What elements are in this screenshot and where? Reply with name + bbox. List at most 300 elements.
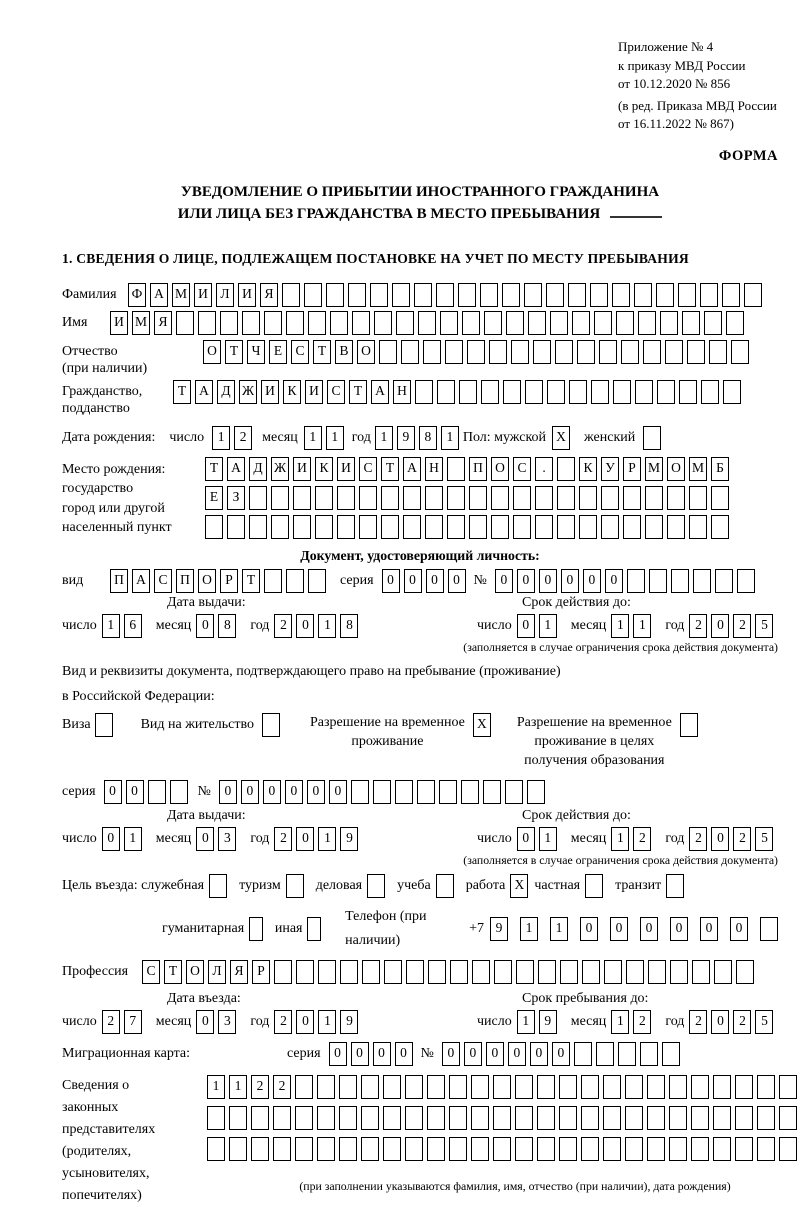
char-cell[interactable] <box>669 1137 687 1161</box>
char-cell[interactable]: 8 <box>218 614 236 638</box>
char-cell[interactable]: А <box>227 457 245 481</box>
char-cell[interactable]: Т <box>242 569 260 593</box>
char-cell[interactable] <box>362 960 380 984</box>
char-cell[interactable]: И <box>337 457 355 481</box>
char-cell[interactable] <box>251 1106 269 1130</box>
char-cell[interactable] <box>282 283 300 307</box>
char-cell[interactable]: А <box>150 283 168 307</box>
char-cell[interactable] <box>547 380 565 404</box>
char-cell[interactable] <box>401 340 419 364</box>
char-cell[interactable]: Ф <box>128 283 146 307</box>
char-cell[interactable]: 0 <box>102 827 120 851</box>
char-cell[interactable] <box>506 311 524 335</box>
char-cell[interactable] <box>467 340 485 364</box>
char-cell[interactable] <box>735 1075 753 1099</box>
char-cell[interactable] <box>373 780 391 804</box>
purpose-business-checkbox[interactable] <box>367 874 385 898</box>
char-cell[interactable]: 0 <box>196 827 214 851</box>
char-cell[interactable]: 8 <box>340 614 358 638</box>
char-cell[interactable]: 7 <box>124 1010 142 1034</box>
char-cell[interactable]: 0 <box>382 569 400 593</box>
char-cell[interactable]: М <box>645 457 663 481</box>
char-cell[interactable] <box>736 960 754 984</box>
char-cell[interactable]: 2 <box>689 827 707 851</box>
char-cell[interactable] <box>645 486 663 510</box>
char-cell[interactable] <box>317 1106 335 1130</box>
char-cell[interactable]: О <box>198 569 216 593</box>
char-cell[interactable]: 1 <box>517 1010 535 1034</box>
char-cell[interactable]: . <box>535 457 553 481</box>
char-cell[interactable]: М <box>689 457 707 481</box>
char-cell[interactable]: 0 <box>351 1042 369 1066</box>
char-cell[interactable] <box>577 340 595 364</box>
char-cell[interactable] <box>330 311 348 335</box>
char-cell[interactable] <box>337 515 355 539</box>
char-cell[interactable] <box>645 515 663 539</box>
char-cell[interactable] <box>537 1106 555 1130</box>
char-cell[interactable] <box>207 1137 225 1161</box>
char-cell[interactable] <box>647 1106 665 1130</box>
char-cell[interactable] <box>757 1137 775 1161</box>
char-cell[interactable] <box>493 1075 511 1099</box>
char-cell[interactable] <box>370 283 388 307</box>
char-cell[interactable] <box>469 515 487 539</box>
char-cell[interactable] <box>581 1075 599 1099</box>
char-cell[interactable] <box>198 311 216 335</box>
char-cell[interactable] <box>148 780 166 804</box>
char-cell[interactable] <box>515 1075 533 1099</box>
char-cell[interactable]: 0 <box>711 1010 729 1034</box>
char-cell[interactable] <box>293 486 311 510</box>
char-cell[interactable] <box>271 486 289 510</box>
purpose-study-checkbox[interactable] <box>436 874 454 898</box>
char-cell[interactable]: С <box>327 380 345 404</box>
char-cell[interactable] <box>687 340 705 364</box>
char-cell[interactable]: К <box>283 380 301 404</box>
char-cell[interactable]: 1 <box>229 1075 247 1099</box>
char-cell[interactable]: 0 <box>610 917 628 941</box>
char-cell[interactable]: 0 <box>296 1010 314 1034</box>
char-cell[interactable] <box>427 1106 445 1130</box>
char-cell[interactable] <box>274 960 292 984</box>
char-cell[interactable]: 0 <box>263 780 281 804</box>
char-cell[interactable] <box>757 1075 775 1099</box>
char-cell[interactable]: Ч <box>247 340 265 364</box>
char-cell[interactable]: 2 <box>274 614 292 638</box>
char-cell[interactable] <box>449 1106 467 1130</box>
char-cell[interactable] <box>709 340 727 364</box>
char-cell[interactable] <box>596 1042 614 1066</box>
char-cell[interactable]: 9 <box>539 1010 557 1034</box>
char-cell[interactable]: 2 <box>733 614 751 638</box>
char-cell[interactable] <box>458 283 476 307</box>
char-cell[interactable] <box>383 1137 401 1161</box>
purpose-work-checkbox[interactable]: X <box>510 874 528 898</box>
char-cell[interactable] <box>227 515 245 539</box>
char-cell[interactable] <box>760 917 778 941</box>
char-cell[interactable] <box>295 1106 313 1130</box>
char-cell[interactable] <box>574 1042 592 1066</box>
char-cell[interactable]: А <box>371 380 389 404</box>
char-cell[interactable] <box>524 283 542 307</box>
char-cell[interactable]: 0 <box>495 569 513 593</box>
char-cell[interactable] <box>704 311 722 335</box>
char-cell[interactable]: 1 <box>318 614 336 638</box>
char-cell[interactable] <box>348 283 366 307</box>
char-cell[interactable]: 1 <box>539 614 557 638</box>
char-cell[interactable]: О <box>667 457 685 481</box>
male-checkbox[interactable]: X <box>552 426 570 450</box>
char-cell[interactable]: 3 <box>218 827 236 851</box>
char-cell[interactable] <box>557 457 575 481</box>
residence-permit-checkbox[interactable] <box>262 713 280 737</box>
char-cell[interactable]: В <box>335 340 353 364</box>
char-cell[interactable] <box>603 1137 621 1161</box>
char-cell[interactable] <box>678 283 696 307</box>
char-cell[interactable] <box>616 311 634 335</box>
char-cell[interactable]: Д <box>217 380 235 404</box>
char-cell[interactable]: Р <box>623 457 641 481</box>
char-cell[interactable] <box>296 960 314 984</box>
char-cell[interactable]: 2 <box>274 827 292 851</box>
char-cell[interactable]: 0 <box>583 569 601 593</box>
char-cell[interactable]: И <box>194 283 212 307</box>
char-cell[interactable]: 0 <box>539 569 557 593</box>
char-cell[interactable]: 0 <box>552 1042 570 1066</box>
char-cell[interactable] <box>405 1137 423 1161</box>
char-cell[interactable] <box>723 380 741 404</box>
char-cell[interactable] <box>379 340 397 364</box>
char-cell[interactable]: Л <box>216 283 234 307</box>
char-cell[interactable]: 1 <box>375 426 393 450</box>
char-cell[interactable] <box>295 1075 313 1099</box>
char-cell[interactable] <box>361 1075 379 1099</box>
char-cell[interactable] <box>735 1106 753 1130</box>
char-cell[interactable] <box>726 311 744 335</box>
char-cell[interactable] <box>449 1137 467 1161</box>
char-cell[interactable] <box>713 1106 731 1130</box>
purpose-official-checkbox[interactable] <box>209 874 227 898</box>
char-cell[interactable] <box>711 515 729 539</box>
char-cell[interactable] <box>403 486 421 510</box>
char-cell[interactable] <box>293 515 311 539</box>
char-cell[interactable] <box>425 486 443 510</box>
char-cell[interactable] <box>648 960 666 984</box>
char-cell[interactable]: О <box>186 960 204 984</box>
char-cell[interactable]: П <box>110 569 128 593</box>
char-cell[interactable] <box>286 569 304 593</box>
char-cell[interactable]: С <box>359 457 377 481</box>
char-cell[interactable]: Т <box>381 457 399 481</box>
char-cell[interactable]: П <box>176 569 194 593</box>
char-cell[interactable]: 6 <box>124 614 142 638</box>
char-cell[interactable] <box>418 311 436 335</box>
char-cell[interactable] <box>249 515 267 539</box>
char-cell[interactable] <box>249 486 267 510</box>
char-cell[interactable] <box>555 340 573 364</box>
char-cell[interactable] <box>381 486 399 510</box>
char-cell[interactable]: 0 <box>296 827 314 851</box>
char-cell[interactable] <box>669 1106 687 1130</box>
char-cell[interactable]: 1 <box>318 1010 336 1034</box>
char-cell[interactable]: Е <box>205 486 223 510</box>
char-cell[interactable] <box>731 340 749 364</box>
char-cell[interactable]: 0 <box>640 917 658 941</box>
char-cell[interactable]: 0 <box>285 780 303 804</box>
char-cell[interactable] <box>207 1106 225 1130</box>
char-cell[interactable] <box>581 1137 599 1161</box>
char-cell[interactable] <box>351 780 369 804</box>
char-cell[interactable]: 0 <box>730 917 748 941</box>
char-cell[interactable] <box>613 380 631 404</box>
char-cell[interactable]: 0 <box>711 827 729 851</box>
char-cell[interactable] <box>656 283 674 307</box>
char-cell[interactable]: 0 <box>486 1042 504 1066</box>
char-cell[interactable] <box>713 1075 731 1099</box>
char-cell[interactable]: И <box>261 380 279 404</box>
char-cell[interactable] <box>528 311 546 335</box>
char-cell[interactable] <box>318 960 336 984</box>
char-cell[interactable] <box>445 340 463 364</box>
char-cell[interactable] <box>533 340 551 364</box>
char-cell[interactable] <box>251 1137 269 1161</box>
char-cell[interactable] <box>535 486 553 510</box>
char-cell[interactable] <box>405 1106 423 1130</box>
char-cell[interactable]: Р <box>220 569 238 593</box>
char-cell[interactable]: И <box>293 457 311 481</box>
char-cell[interactable]: 0 <box>605 569 623 593</box>
char-cell[interactable] <box>713 1137 731 1161</box>
char-cell[interactable] <box>273 1137 291 1161</box>
char-cell[interactable] <box>667 515 685 539</box>
char-cell[interactable] <box>337 486 355 510</box>
char-cell[interactable]: 0 <box>196 614 214 638</box>
char-cell[interactable]: 0 <box>711 614 729 638</box>
char-cell[interactable]: К <box>579 457 597 481</box>
char-cell[interactable] <box>569 380 587 404</box>
char-cell[interactable] <box>625 1106 643 1130</box>
char-cell[interactable] <box>559 1106 577 1130</box>
char-cell[interactable] <box>525 380 543 404</box>
char-cell[interactable]: 9 <box>340 1010 358 1034</box>
char-cell[interactable] <box>625 1075 643 1099</box>
char-cell[interactable] <box>494 960 512 984</box>
char-cell[interactable]: 0 <box>426 569 444 593</box>
char-cell[interactable] <box>437 380 455 404</box>
char-cell[interactable]: О <box>203 340 221 364</box>
purpose-transit-checkbox[interactable] <box>666 874 684 898</box>
char-cell[interactable]: 0 <box>329 1042 347 1066</box>
char-cell[interactable] <box>242 311 260 335</box>
char-cell[interactable] <box>352 311 370 335</box>
char-cell[interactable]: 1 <box>520 917 538 941</box>
char-cell[interactable] <box>779 1137 797 1161</box>
char-cell[interactable]: М <box>132 311 150 335</box>
char-cell[interactable] <box>483 780 501 804</box>
char-cell[interactable] <box>594 311 612 335</box>
char-cell[interactable]: 0 <box>196 1010 214 1034</box>
char-cell[interactable] <box>415 380 433 404</box>
char-cell[interactable] <box>484 311 502 335</box>
char-cell[interactable] <box>359 515 377 539</box>
char-cell[interactable] <box>471 1075 489 1099</box>
char-cell[interactable] <box>264 569 282 593</box>
char-cell[interactable] <box>447 486 465 510</box>
char-cell[interactable] <box>339 1137 357 1161</box>
char-cell[interactable]: 9 <box>490 917 508 941</box>
char-cell[interactable] <box>505 780 523 804</box>
char-cell[interactable] <box>604 960 622 984</box>
char-cell[interactable] <box>744 283 762 307</box>
char-cell[interactable]: 0 <box>580 917 598 941</box>
char-cell[interactable]: 0 <box>404 569 422 593</box>
char-cell[interactable]: Т <box>173 380 191 404</box>
char-cell[interactable] <box>205 515 223 539</box>
char-cell[interactable] <box>469 486 487 510</box>
char-cell[interactable] <box>572 311 590 335</box>
char-cell[interactable]: Ж <box>239 380 257 404</box>
char-cell[interactable] <box>715 569 733 593</box>
char-cell[interactable] <box>599 340 617 364</box>
purpose-other-checkbox[interactable] <box>307 917 321 941</box>
char-cell[interactable] <box>229 1106 247 1130</box>
char-cell[interactable] <box>414 283 432 307</box>
char-cell[interactable]: 2 <box>633 1010 651 1034</box>
char-cell[interactable] <box>557 515 575 539</box>
char-cell[interactable] <box>361 1137 379 1161</box>
char-cell[interactable]: 1 <box>207 1075 225 1099</box>
char-cell[interactable] <box>374 311 392 335</box>
char-cell[interactable]: 0 <box>670 917 688 941</box>
char-cell[interactable] <box>315 515 333 539</box>
char-cell[interactable] <box>423 340 441 364</box>
char-cell[interactable]: С <box>513 457 531 481</box>
char-cell[interactable]: М <box>172 283 190 307</box>
char-cell[interactable] <box>670 960 688 984</box>
char-cell[interactable]: 9 <box>340 827 358 851</box>
char-cell[interactable]: Т <box>225 340 243 364</box>
char-cell[interactable] <box>489 340 507 364</box>
char-cell[interactable]: Т <box>164 960 182 984</box>
char-cell[interactable] <box>692 960 710 984</box>
char-cell[interactable]: 0 <box>530 1042 548 1066</box>
char-cell[interactable] <box>535 515 553 539</box>
char-cell[interactable] <box>308 569 326 593</box>
char-cell[interactable]: 1 <box>611 827 629 851</box>
char-cell[interactable] <box>295 1137 313 1161</box>
char-cell[interactable] <box>503 380 521 404</box>
char-cell[interactable] <box>511 340 529 364</box>
char-cell[interactable] <box>579 515 597 539</box>
char-cell[interactable] <box>449 1075 467 1099</box>
char-cell[interactable] <box>493 1137 511 1161</box>
char-cell[interactable]: Л <box>208 960 226 984</box>
char-cell[interactable] <box>625 1137 643 1161</box>
char-cell[interactable]: 0 <box>219 780 237 804</box>
char-cell[interactable] <box>634 283 652 307</box>
char-cell[interactable] <box>657 380 675 404</box>
char-cell[interactable]: 0 <box>464 1042 482 1066</box>
char-cell[interactable]: 0 <box>700 917 718 941</box>
char-cell[interactable]: Т <box>349 380 367 404</box>
char-cell[interactable] <box>689 515 707 539</box>
char-cell[interactable]: 5 <box>755 827 773 851</box>
char-cell[interactable] <box>304 283 322 307</box>
char-cell[interactable]: 1 <box>318 827 336 851</box>
char-cell[interactable] <box>396 311 414 335</box>
char-cell[interactable] <box>472 960 490 984</box>
char-cell[interactable] <box>757 1106 775 1130</box>
char-cell[interactable] <box>647 1075 665 1099</box>
char-cell[interactable] <box>714 960 732 984</box>
char-cell[interactable]: 0 <box>241 780 259 804</box>
char-cell[interactable] <box>689 486 707 510</box>
char-cell[interactable] <box>339 1075 357 1099</box>
char-cell[interactable] <box>601 486 619 510</box>
char-cell[interactable]: Р <box>252 960 270 984</box>
char-cell[interactable] <box>513 486 531 510</box>
char-cell[interactable] <box>621 340 639 364</box>
char-cell[interactable] <box>447 457 465 481</box>
char-cell[interactable]: 0 <box>104 780 122 804</box>
char-cell[interactable] <box>427 1075 445 1099</box>
char-cell[interactable] <box>317 1075 335 1099</box>
char-cell[interactable]: 2 <box>633 827 651 851</box>
char-cell[interactable] <box>513 515 531 539</box>
char-cell[interactable] <box>447 515 465 539</box>
char-cell[interactable]: 1 <box>102 614 120 638</box>
char-cell[interactable] <box>427 1137 445 1161</box>
char-cell[interactable]: И <box>305 380 323 404</box>
char-cell[interactable]: 0 <box>508 1042 526 1066</box>
char-cell[interactable] <box>701 380 719 404</box>
char-cell[interactable] <box>581 1106 599 1130</box>
char-cell[interactable]: Д <box>249 457 267 481</box>
char-cell[interactable] <box>220 311 238 335</box>
char-cell[interactable] <box>493 1106 511 1130</box>
char-cell[interactable]: К <box>315 457 333 481</box>
char-cell[interactable]: А <box>403 457 421 481</box>
char-cell[interactable]: И <box>110 311 128 335</box>
char-cell[interactable]: 1 <box>550 917 568 941</box>
char-cell[interactable]: Я <box>260 283 278 307</box>
visa-checkbox[interactable] <box>95 713 113 737</box>
char-cell[interactable]: 0 <box>442 1042 460 1066</box>
char-cell[interactable]: С <box>154 569 172 593</box>
char-cell[interactable]: 2 <box>689 1010 707 1034</box>
char-cell[interactable] <box>515 1137 533 1161</box>
char-cell[interactable] <box>273 1106 291 1130</box>
char-cell[interactable] <box>603 1075 621 1099</box>
char-cell[interactable] <box>603 1106 621 1130</box>
char-cell[interactable]: 0 <box>126 780 144 804</box>
char-cell[interactable] <box>660 311 678 335</box>
char-cell[interactable] <box>779 1106 797 1130</box>
char-cell[interactable] <box>340 960 358 984</box>
char-cell[interactable] <box>669 1075 687 1099</box>
char-cell[interactable] <box>779 1075 797 1099</box>
char-cell[interactable]: 9 <box>397 426 415 450</box>
char-cell[interactable] <box>326 283 344 307</box>
char-cell[interactable] <box>315 486 333 510</box>
char-cell[interactable] <box>601 515 619 539</box>
char-cell[interactable] <box>735 1137 753 1161</box>
char-cell[interactable]: 5 <box>755 1010 773 1034</box>
char-cell[interactable] <box>459 380 477 404</box>
char-cell[interactable]: Б <box>711 457 729 481</box>
char-cell[interactable]: С <box>142 960 160 984</box>
char-cell[interactable]: П <box>469 457 487 481</box>
